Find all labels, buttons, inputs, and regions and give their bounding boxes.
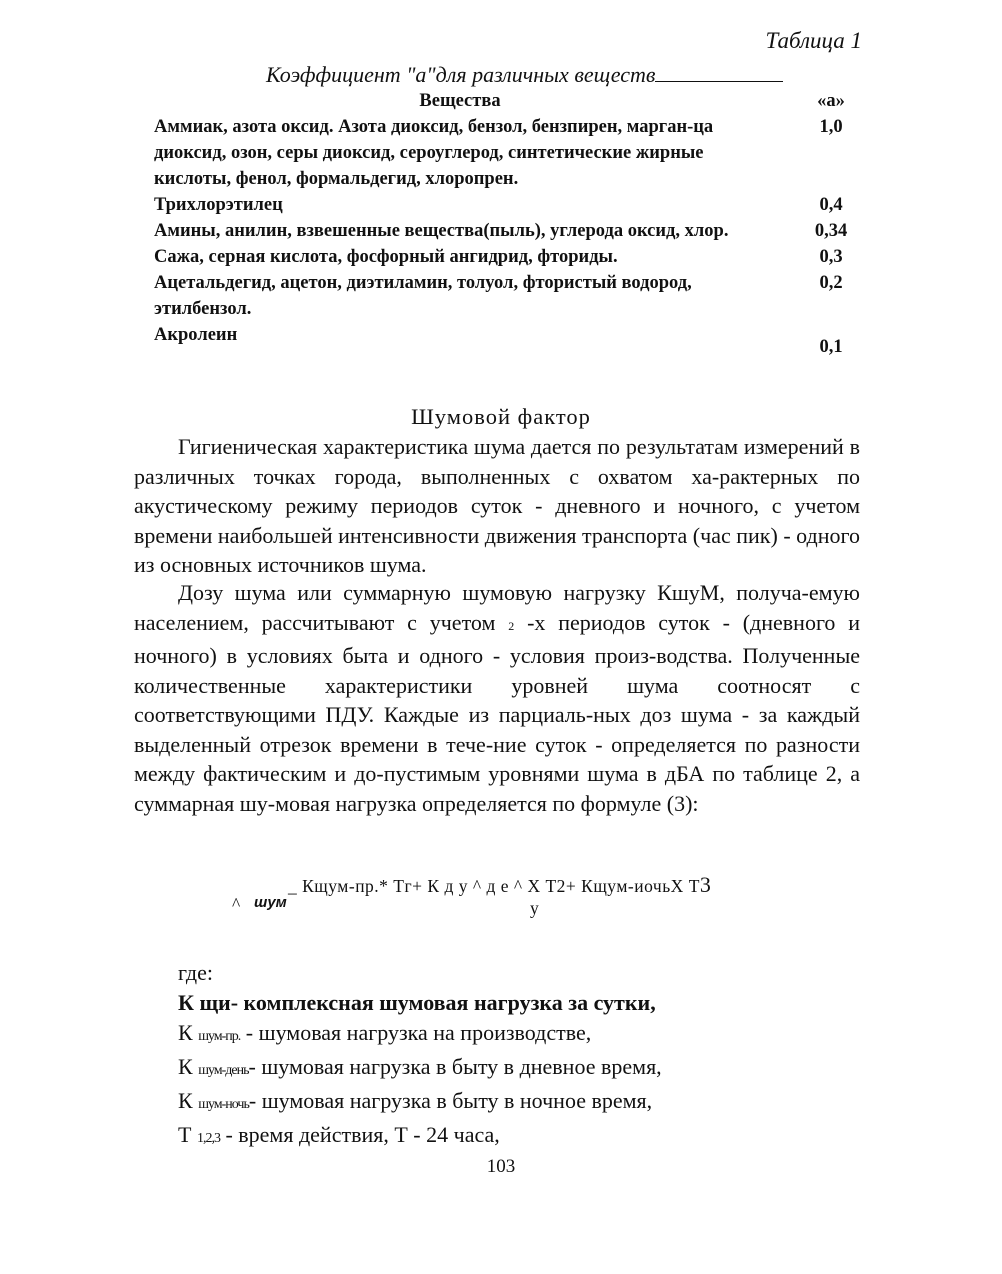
formula-caret: ^ [232,894,241,914]
definition-term: К [178,1088,193,1113]
paragraph-2-part-2: -х периодов суток - (дневного и ночного) в условиях быта и одного - условия произ-водства. Полученные количественные характеристики уровней шума соотносят с соответствующими ПДУ. Каждые из парциаль-ных доз шума - за каждый выделенный отрезок времени в тече-ние суток - определяется по разности между фактическим и до-пустимым уровнями шума в дБА по таблице 2, а суммарная шу-мовая нагрузка определяется по формуле (3): [134,609,861,816]
table-caption-text: Коэффициент "а"для различных веществ [266,62,656,87]
paragraph-2-part-1: Дозу шума или суммарную шумовую нагрузку КшуМ, получа-емую населением, рассчитывают с учетом [134,580,860,635]
paragraph-1-text: Гигиеническая характеристика шума дается по результатам измерений в различных точках города, выполненных с охватом ха-рактерных по акустическому режиму периодов суток - дневного и ночного, с учетом времени наибольшей интенсивности движения транспорта (час пик) - одного из основных источников шума. [134,434,860,577]
formula-main-text: _ Кщум-пр.* Тг+ К д у ^ д е ^ Х Т2+ Кщум-иочьХ Т [288,876,700,896]
table-header-row [154,88,866,114]
formula-main [288,872,711,898]
value-cell: 1,0 [819,117,843,137]
table-row [154,192,866,218]
table-row [154,322,866,360]
table-row [154,218,866,244]
formula-under: у [530,898,539,918]
definition-text: - шумовая нагрузка в быту в ночное время, [248,1088,653,1113]
paragraph-1 [134,432,860,580]
caption-underline [655,63,783,82]
paragraph-2-number: 2 [508,618,515,633]
value-cell: 0,2 [819,273,843,293]
formula-main-last: 3 [699,872,712,897]
definition-item [178,1052,878,1086]
value-cell: 0,1 [819,337,843,357]
section-title: Шумовой фактор [411,404,591,429]
header-value: «а» [817,91,845,111]
substance-cell: Трихлорэтилец [154,195,283,215]
definition-term: К [178,1020,193,1045]
definition-sub: шум-день [198,1063,249,1078]
definition-text: - шумовая нагрузка в быту в дневное время, [248,1054,662,1079]
value-cell: 0,34 [814,221,848,241]
value-cell: 0,3 [819,247,843,267]
definition-sub: шум-пр. [198,1029,241,1044]
definition-term: К [178,1054,193,1079]
definitions-where: где: [178,960,213,985]
definition-text: - время действия, Т - 24 часа, [219,1122,500,1147]
substance-cell: Амины, анилин, взвешенные вещества(пыль), углерода оксид, хлор. [154,221,729,241]
header-substance: Вещества [419,91,501,111]
definition-item [178,1018,878,1052]
formula [230,872,790,922]
definition-item [178,1120,878,1154]
table-caption [266,62,783,88]
definition-term: Т [178,1122,192,1147]
definition-item [178,1086,878,1120]
definition-text: - шумовая нагрузка на производстве, [240,1020,592,1045]
table-row [154,114,866,192]
formula-lhs: шум [254,894,287,911]
definition-item [178,988,878,1018]
table-row [154,270,866,322]
table-label: Таблица 1 [765,28,862,53]
coefficient-table [154,88,866,360]
definition-text: комплексная шумовая нагрузка за сутки, [238,990,656,1015]
definitions [178,958,878,1154]
substance-cell: Ацетальдегид, ацетон, диэтиламин, толуол, фтористый водород, этилбензол. [154,273,692,319]
page-number: 103 [486,1156,516,1177]
definition-sub: 1,2,3 [196,1131,220,1146]
substance-cell: Акролеин [154,325,238,345]
substance-cell: Сажа, серная кислота, фосфорный ангидрид, фториды. [154,247,618,267]
substance-cell: Аммиак, азота оксид. Азота диоксид, бензол, бензпирен, марган-ца диоксид, озон, серы диоксид, сероуглерод, синтетические жирные кислоты, фенол, формальдегид, хлоропрен. [154,117,714,189]
value-cell: 0,4 [819,195,843,215]
paragraph-2-text [134,578,860,818]
definition-sub: шум-ночь [198,1097,249,1112]
paragraph-2 [134,578,860,818]
table-row [154,244,866,270]
definition-term: К щи- [178,990,239,1015]
